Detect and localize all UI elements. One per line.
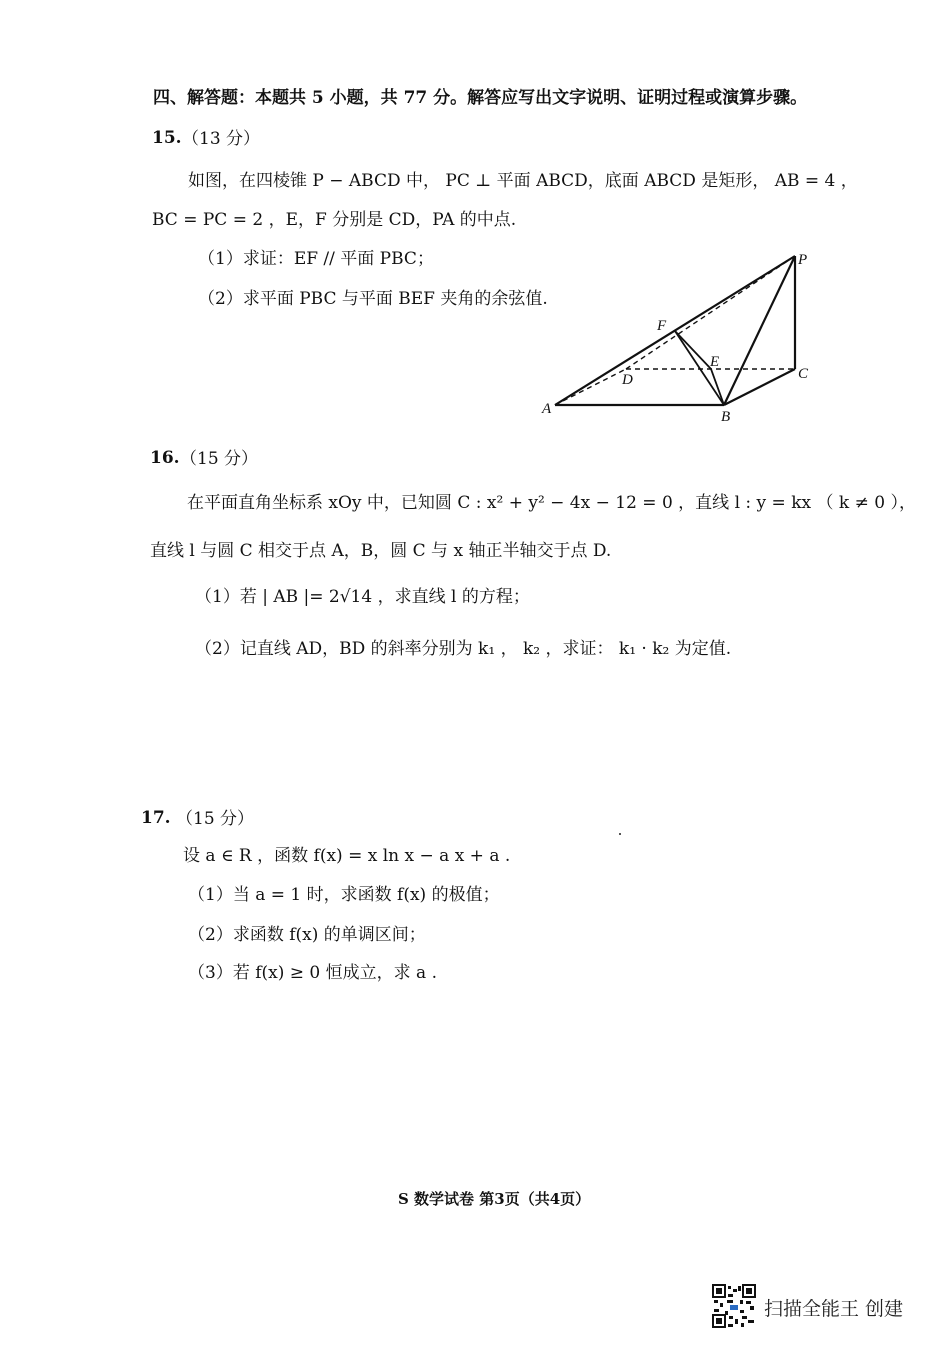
- label-B: B: [721, 409, 731, 425]
- section-header: 四、解答题：本题共 5 小题，共 77 分。解答应写出文字说明、证明过程或演算步骤。: [153, 88, 808, 108]
- q15-stem-line2: BC = PC = 2 ，E，F 分别是 CD，PA 的中点.: [152, 210, 517, 230]
- pyramid-figure: [538, 244, 828, 428]
- edge-AD: [555, 369, 626, 405]
- edge-PD: [626, 256, 795, 369]
- q17-part1: （1）当 a = 1 时，求函数 f(x) 的极值；: [188, 885, 500, 905]
- scanner-watermark-text: 扫描全能王 创建: [764, 1298, 904, 1320]
- stray-dot: [619, 833, 621, 835]
- q16-number: 16.: [150, 448, 180, 468]
- qr-code-icon: [712, 1284, 756, 1328]
- q17-part3: （3）若 f(x) ≥ 0 恒成立，求 a .: [188, 963, 437, 983]
- q16-part1: （1）若 | AB |= 2√14 ，求直线 l 的方程；: [195, 587, 530, 607]
- q15-score: （13 分）: [182, 129, 261, 149]
- q16-score: （15 分）: [180, 449, 259, 469]
- q16-part2: （2）记直线 AD，BD 的斜率分别为 k₁ ， k₂ ，求证： k₁ · k₂ 为定值.: [195, 639, 732, 659]
- q15-stem-line1: 如图，在四棱锥 P − ABCD 中， PC ⊥ 平面 ABCD，底面 ABCD 是矩形， AB = 4 ，: [188, 171, 858, 191]
- label-C: C: [798, 366, 809, 382]
- label-F: F: [657, 318, 667, 334]
- label-E: E: [710, 354, 720, 370]
- label-P: P: [798, 252, 808, 268]
- q17-stem: 设 a ∈ R ，函数 f(x) = x ln x − a x + a .: [183, 846, 511, 866]
- q17-number: 17.: [141, 808, 171, 828]
- page-footer: S 数学试卷 第3页（共4页）: [398, 1190, 591, 1208]
- q17-score: （15 分）: [176, 809, 255, 829]
- q16-stem-line2: 直线 l 与圆 C 相交于点 A，B，圆 C 与 x 轴正半轴交于点 D.: [150, 541, 612, 561]
- q15-part1: （1）求证：EF // 平面 PBC；: [198, 249, 434, 269]
- q17-part2: （2）求函数 f(x) 的单调区间；: [188, 925, 426, 945]
- q15-part2: （2）求平面 PBC 与平面 BEF 夹角的余弦值.: [198, 289, 548, 309]
- label-A: A: [542, 401, 552, 417]
- q16-stem-line1: 在平面直角坐标系 xOy 中，已知圆 C : x² + y² − 4x − 12 = 0 ，直线 l : y = kx （ k ≠ 0 ），: [187, 493, 916, 513]
- segment-FE: [675, 331, 711, 369]
- label-D: D: [622, 372, 633, 388]
- edge-BC: [724, 369, 795, 405]
- q15-number: 15.: [152, 128, 182, 148]
